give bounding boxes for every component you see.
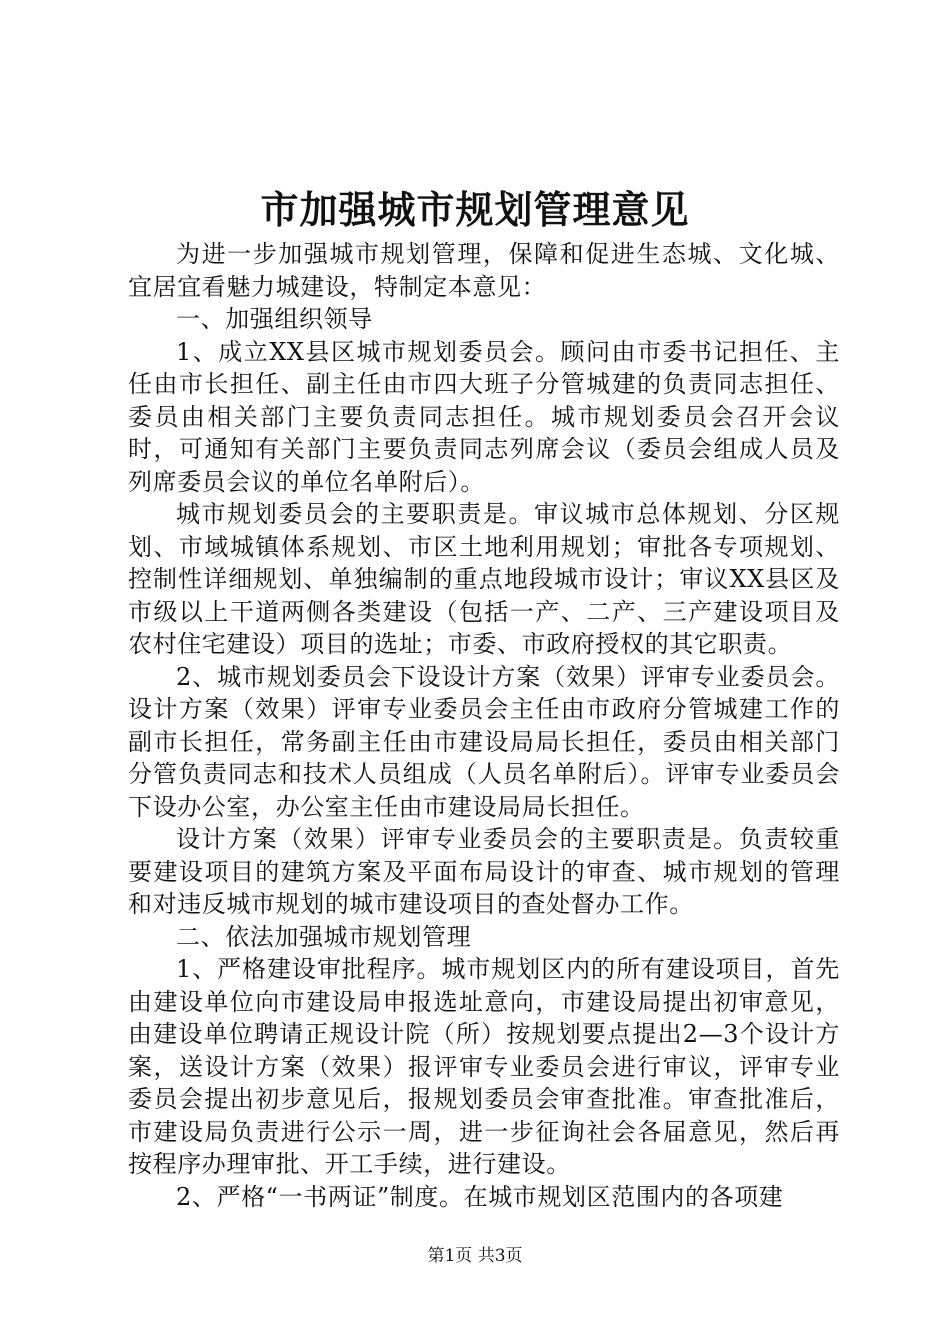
- document-body: [128, 238, 840, 1213]
- paragraph-intro: 为进一步加强城市规划管理，保障和促进生态城、文化城、宜居宜看魅力城建设，特制定本意见：: [128, 240, 840, 301]
- document-title: 市加强城市规划管理意见: [260, 187, 690, 232]
- section-heading-1: 一、加强组织领导: [176, 305, 373, 333]
- paragraph-approval-procedure: 1、严格建设审批程序。城市规划区内的所有建设项目，首先由建设单位向市建设局申报选址意向，市建设局提出初审意见，由建设单位聘请正规设计院（所）按规划要点提出2—3个设计方案，送设计方案（效果）报评审专业委员会进行审议，评审专业委员会提出初步意见后，报规划委员会审查批准。审查批准后，市建设局负责进行公示一周，进一步征询社会各届意见，然后再按程序办理审批、开工手续，进行建设。: [128, 955, 840, 1178]
- paragraph-review-committee: 2、城市规划委员会下设设计方案（效果）评审专业委员会。设计方案（效果）评审专业委员会主任由市政府分管城建工作的副市长担任，常务副主任由市建设局局长担任，委员由相关部门分管负责同志和技术人员组成（人员名单附后）。评审专业委员会下设办公室，办公室主任由市建设局局长担任。: [128, 662, 840, 821]
- paragraph-one-book-two-certificates: 2、严格“一书两证”制度。在城市规划区范围内的各项建: [176, 1182, 784, 1211]
- paragraph-review-duties: 设计方案（效果）评审专业委员会的主要职责是。负责较重要建设项目的建筑方案及平面布局设计的审查、城市规划的管理和对违反城市规划的城市建设项目的查处督办工作。: [128, 825, 840, 918]
- page-number-footer: 第1页 共3页: [427, 1246, 523, 1266]
- paragraph-committee: 1、成立XX县区城市规划委员会。顾问由市委书记担任、主任由市长担任、副主任由市四大班子分管城建的负责同志担任、委员由相关部门主要负责同志担任。城市规划委员会召开会议时，可通知有关部门主要负责同志列席会议（委员会组成人员及列席委员会议的单位名单附后）。: [128, 337, 840, 496]
- paragraph-committee-duties: 城市规划委员会的主要职责是。审议城市总体规划、分区规划、市域城镇体系规划、市区土地利用规划；审批各专项规划、控制性详细规划、单独编制的重点地段城市设计；审议XX县区及市级以上干道两侧各类建设（包括一产、二产、三产建设项目及农村住宅建设）项目的选址；市委、市政府授权的其它职责。: [128, 500, 840, 658]
- section-heading-2: 二、依法加强城市规划管理: [176, 922, 472, 951]
